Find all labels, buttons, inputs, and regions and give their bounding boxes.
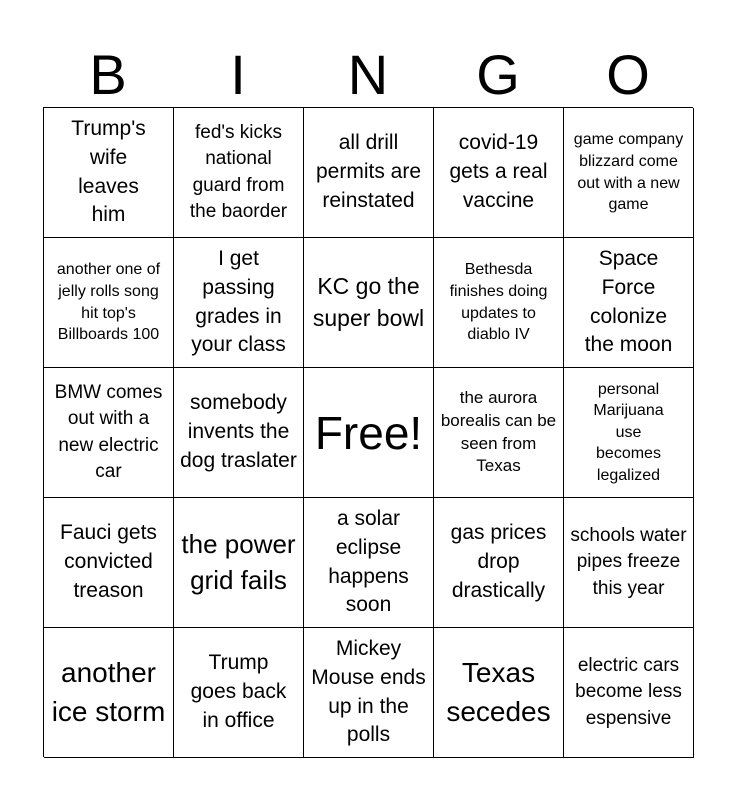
bingo-cell[interactable]: [44, 238, 174, 368]
bingo-cell[interactable]: [174, 628, 304, 758]
bingo-cell[interactable]: [434, 368, 564, 498]
cell-text: gas prices drop drastically: [450, 521, 547, 602]
cell-text: another one of jelly rolls song hit top's Billboards 100: [56, 261, 161, 344]
cell-text: all drill permits are reinstated: [315, 131, 422, 212]
bingo-cell[interactable]: [434, 108, 564, 238]
cell-text: Space Force colonize the moon: [584, 246, 673, 357]
bingo-cell[interactable]: [434, 628, 564, 758]
bingo-cell[interactable]: [44, 368, 174, 498]
cell-text: the power grid fails: [181, 528, 296, 595]
cell-text: KC go the super bowl: [312, 272, 425, 331]
bingo-cell[interactable]: [174, 108, 304, 238]
bingo-cell[interactable]: [434, 498, 564, 628]
header-letter-i: I: [230, 43, 246, 106]
bingo-cell[interactable]: [434, 238, 564, 368]
free-space-text: Free!: [314, 406, 423, 459]
cell-text: BMW comes out with a new electric car: [54, 382, 163, 482]
header-letter-g: G: [476, 43, 520, 106]
cell-text: a solar eclipse happens soon: [328, 506, 409, 617]
bingo-cell[interactable]: [174, 498, 304, 628]
cell-text: Texas secedes: [446, 656, 551, 727]
cell-text: electric cars become less espensive: [575, 655, 682, 729]
cell-text: Trump goes back in office: [190, 651, 287, 732]
bingo-cell[interactable]: [44, 628, 174, 758]
bingo-cell[interactable]: [44, 498, 174, 628]
cell-text: the aurora borealis can be seen from Texas: [440, 387, 557, 476]
bingo-cell[interactable]: [304, 628, 434, 758]
cell-text: I get passing grades in your class: [191, 246, 286, 357]
bingo-cell[interactable]: [44, 108, 174, 238]
bingo-cell[interactable]: [174, 238, 304, 368]
bingo-cell[interactable]: [174, 368, 304, 498]
bingo-cell[interactable]: [564, 628, 694, 758]
cell-text: Trump's wife leaves him: [71, 116, 146, 227]
cell-text: another ice storm: [51, 656, 166, 727]
bingo-cell[interactable]: [304, 238, 434, 368]
free-space[interactable]: [304, 368, 434, 498]
bingo-cell[interactable]: [564, 238, 694, 368]
bingo-header: [43, 42, 693, 108]
bingo-cell[interactable]: [304, 108, 434, 238]
cell-text: fed's kicks national guard from the baorder: [189, 122, 288, 222]
header-letter-n: N: [347, 43, 389, 106]
cell-text: game company blizzard come out with a new game: [573, 131, 684, 214]
bingo-board: [43, 107, 693, 757]
cell-text: personal Marijuana use becomes legalized: [593, 380, 664, 484]
bingo-cell[interactable]: [564, 108, 694, 238]
header-letter-o: O: [606, 43, 650, 106]
cell-text: Fauci gets convicted treason: [60, 521, 157, 602]
bingo-cell[interactable]: [304, 498, 434, 628]
cell-text: covid-19 gets a real vaccine: [449, 131, 548, 212]
cell-text: somebody invents the dog traslater: [180, 391, 297, 472]
cell-text: Bethesda finishes doing updates to diablo IV: [449, 261, 548, 344]
cell-text: Mickey Mouse ends up in the polls: [311, 636, 426, 747]
bingo-cell[interactable]: [564, 498, 694, 628]
cell-text: schools water pipes freeze this year: [570, 525, 687, 599]
bingo-cell[interactable]: [564, 368, 694, 498]
header-letter-b: B: [89, 43, 127, 106]
